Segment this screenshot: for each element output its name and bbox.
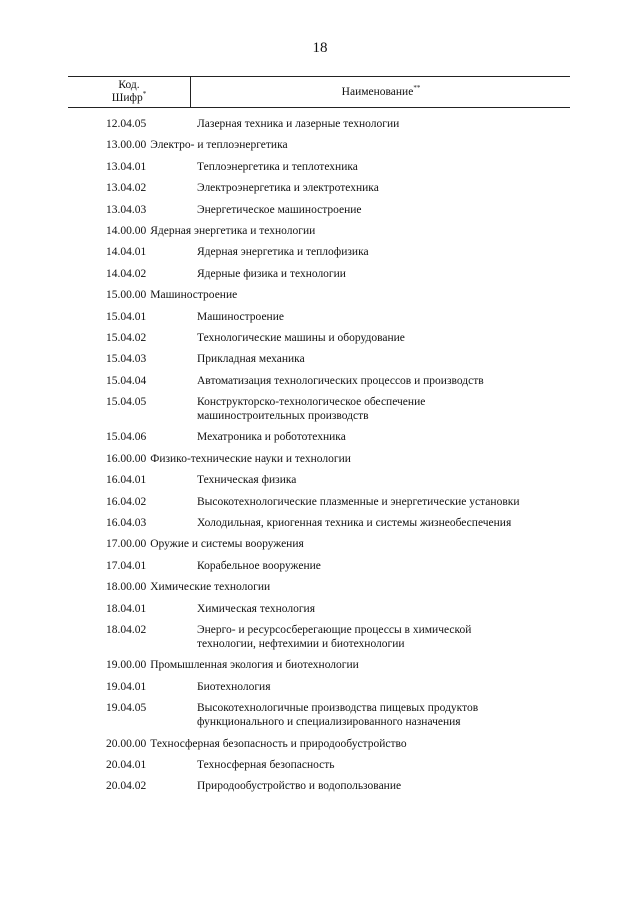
specialty-name xyxy=(197,779,570,793)
specialty-code: 15.04.04 xyxy=(106,374,147,387)
specialty-name-line: Энерго- и ресурсосберегающие процессы в химической xyxy=(197,623,472,636)
specialty-code: 19.04.05 xyxy=(106,702,147,715)
name-label: Наименование xyxy=(341,86,414,98)
specialty-code: 13.04.02 xyxy=(106,182,147,195)
specialty-row xyxy=(106,267,570,281)
specialty-list xyxy=(106,117,570,801)
specialty-name-line: функционального и специализированного назначения xyxy=(197,716,461,729)
specialty-code: 12.04.05 xyxy=(106,118,147,130)
group-code: 13.00.00 xyxy=(106,139,147,152)
specialty-name-line: Холодильная, криогенная техника и системы жизнеобеспечения xyxy=(197,517,512,530)
group-code: 20.00.00 xyxy=(106,737,147,750)
group-row xyxy=(106,737,570,751)
specialty-name-line: машиностроительных производств xyxy=(197,410,369,423)
group-name: Ядерная энергетика и технологии xyxy=(150,224,316,237)
specialty-name-line: Техническая физика xyxy=(197,474,297,487)
code-footnote-mark: * xyxy=(142,90,147,99)
specialty-row xyxy=(106,331,570,345)
group-name: Машиностроение xyxy=(150,289,238,302)
group-row xyxy=(106,138,570,152)
specialty-name-line: Биотехнология xyxy=(197,680,271,693)
specialty-code: 16.04.01 xyxy=(106,474,147,487)
specialty-code: 20.04.02 xyxy=(106,780,147,793)
specialty-name xyxy=(197,516,570,530)
specialty-row xyxy=(106,495,570,509)
group-row xyxy=(106,224,570,238)
group-name: Химические технологии xyxy=(150,581,271,594)
specialty-name xyxy=(197,473,570,487)
specialty-name-line: Теплоэнергетика и теплотехника xyxy=(197,160,358,173)
group-code: 17.00.00 xyxy=(106,538,147,551)
specialty-name xyxy=(197,395,570,423)
specialty-name xyxy=(197,374,570,388)
specialty-name xyxy=(197,701,570,729)
specialty-code: 15.04.02 xyxy=(106,331,147,344)
specialty-code: 20.04.01 xyxy=(106,758,147,771)
specialty-code: 15.04.05 xyxy=(106,396,147,409)
specialty-row xyxy=(106,680,570,694)
specialty-name xyxy=(197,758,570,772)
specialty-name-line: Техносферная безопасность xyxy=(197,758,335,771)
specialty-row xyxy=(106,516,570,530)
specialty-name xyxy=(197,623,570,651)
group-row xyxy=(106,288,570,302)
specialty-name xyxy=(197,117,570,131)
specialty-name-line: Высокотехнологичные производства пищевых продуктов xyxy=(197,702,479,715)
specialty-name-line: Электроэнергетика и электротехника xyxy=(197,182,379,195)
specialty-row xyxy=(106,160,570,174)
group-name: Оружие и системы вооружения xyxy=(150,538,304,551)
specialty-name-line: Высокотехнологические плазменные и энергетические установки xyxy=(197,495,520,508)
code-label-line1: Код. xyxy=(118,79,140,91)
specialty-code: 13.04.03 xyxy=(106,203,147,216)
specialty-name xyxy=(197,680,570,694)
specialty-code: 16.04.02 xyxy=(106,495,147,508)
group-name: Промышленная экология и биотехнологии xyxy=(150,659,359,672)
specialty-name-line: Конструкторско-технологическое обеспечение xyxy=(197,396,426,409)
name-column-header xyxy=(192,77,570,107)
specialty-row xyxy=(106,352,570,366)
page-number: 18 xyxy=(312,40,328,56)
specialty-name-line: Ядерные физика и технологии xyxy=(197,267,346,280)
specialty-name xyxy=(197,181,570,195)
specialty-code: 18.04.02 xyxy=(106,623,147,636)
specialty-name-line: Машиностроение xyxy=(197,310,284,323)
group-row xyxy=(106,537,570,551)
specialty-row xyxy=(106,181,570,195)
table-header xyxy=(68,76,570,108)
name-footnote-mark: ** xyxy=(413,84,421,93)
group-code: 18.00.00 xyxy=(106,581,147,594)
specialty-row xyxy=(106,701,570,729)
specialty-name-line: Лазерная техника и лазерные технологии xyxy=(197,118,400,130)
specialty-code: 16.04.03 xyxy=(106,517,147,530)
specialty-code: 15.04.03 xyxy=(106,353,147,366)
specialty-row xyxy=(106,602,570,616)
specialty-row xyxy=(106,395,570,423)
specialty-row xyxy=(106,623,570,651)
specialty-code: 15.04.06 xyxy=(106,431,147,444)
specialty-row xyxy=(106,245,570,259)
group-code: 15.00.00 xyxy=(106,289,147,302)
specialty-row xyxy=(106,473,570,487)
specialty-name-line: Мехатроника и робототехника xyxy=(197,431,346,444)
specialty-name xyxy=(197,495,570,509)
specialty-row xyxy=(106,430,570,444)
code-label-line2: Шифр xyxy=(111,92,143,104)
specialty-code: 14.04.01 xyxy=(106,246,147,259)
specialty-row xyxy=(106,310,570,324)
specialty-name-line: Корабельное вооружение xyxy=(197,559,321,572)
group-row xyxy=(106,580,570,594)
specialty-name xyxy=(197,203,570,217)
group-name: Физико-технические науки и технологии xyxy=(150,452,351,465)
specialty-name-line: Природообустройство и водопользование xyxy=(197,780,402,793)
specialty-row xyxy=(106,779,570,793)
specialty-row xyxy=(106,117,570,131)
specialty-name-line: Технологические машины и оборудование xyxy=(197,331,405,344)
specialty-name xyxy=(197,267,570,281)
group-code: 16.00.00 xyxy=(106,452,147,465)
specialty-name-line: Химическая технология xyxy=(197,602,315,615)
specialty-name-line: Автоматизация технологических процессов и производств xyxy=(197,374,484,387)
specialty-name xyxy=(197,352,570,366)
specialty-name xyxy=(197,559,570,573)
group-row xyxy=(106,658,570,672)
specialty-name xyxy=(197,245,570,259)
specialty-name-line: Энергетическое машиностроение xyxy=(197,203,362,216)
group-code: 19.00.00 xyxy=(106,659,147,672)
group-name: Электро- и теплоэнергетика xyxy=(150,139,288,152)
group-name: Техносферная безопасность и природообустройство xyxy=(150,737,407,750)
specialty-code: 19.04.01 xyxy=(106,680,147,693)
group-row xyxy=(106,452,570,466)
specialty-row xyxy=(106,758,570,772)
specialty-row xyxy=(106,374,570,388)
specialty-name xyxy=(197,310,570,324)
specialty-code: 14.04.02 xyxy=(106,267,147,280)
specialty-name-line: Прикладная механика xyxy=(197,353,305,366)
specialty-name xyxy=(197,602,570,616)
code-label-line2-wrap xyxy=(68,92,190,105)
specialty-row xyxy=(106,203,570,217)
group-code: 14.00.00 xyxy=(106,224,147,237)
specialty-code: 17.04.01 xyxy=(106,559,147,572)
specialty-row xyxy=(106,559,570,573)
specialty-code: 13.04.01 xyxy=(106,160,147,173)
specialty-name-line: Ядерная энергетика и теплофизика xyxy=(197,246,369,259)
specialty-code: 18.04.01 xyxy=(106,602,147,615)
specialty-name xyxy=(197,331,570,345)
code-column-header xyxy=(68,77,191,107)
specialty-name xyxy=(197,430,570,444)
specialty-code: 15.04.01 xyxy=(106,310,147,323)
specialty-name xyxy=(197,160,570,174)
specialty-name-line: технологии, нефтехимии и биотехнологии xyxy=(197,637,405,650)
